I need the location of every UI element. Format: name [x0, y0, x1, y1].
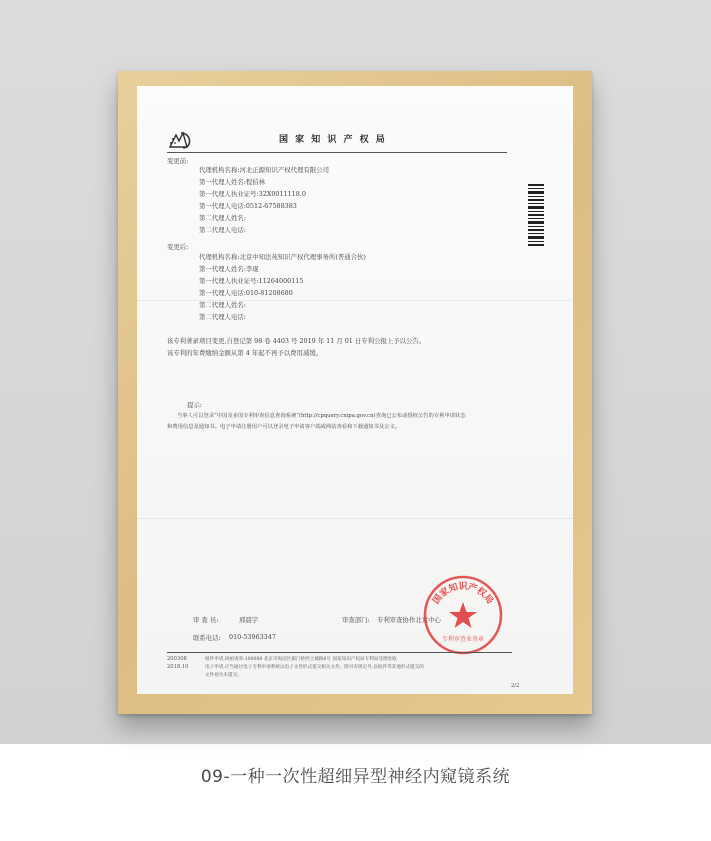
before-change-label: 变更前: — [167, 157, 189, 165]
before-line: 第一代理人电话:0512-67588383 — [199, 202, 297, 210]
department-label: 审查部门: — [342, 616, 370, 624]
frame-mat — [137, 86, 573, 694]
after-line: 第一代理人执业证号:11264000115 — [199, 277, 304, 285]
footer-text-line: 纸件申请,回函请寄:100088 北京市海淀区蓟门桥西土城路6号 国家知识产权局专利局受理处收 — [205, 657, 397, 662]
phone-label: 联系电话: — [193, 634, 221, 642]
after-change-label: 变更后: — [167, 243, 189, 251]
header-rule — [167, 152, 507, 153]
after-line: 第一代理人电话:010-81208680 — [199, 289, 293, 297]
product-caption: 09-一种一次性超细异型神经内窥镜系统 — [200, 767, 511, 787]
before-line: 第二代理人姓名: — [199, 214, 246, 222]
form-date: 2018.10 — [167, 664, 189, 670]
seal-bottom-text: 专利审查业务章 — [441, 636, 485, 643]
official-seal-icon — [422, 574, 504, 656]
paper-fold-line — [137, 518, 573, 519]
examiner-name: 邢晨宇 — [239, 616, 259, 624]
hint-line: 当事人可以登录“中国及多国专利审查信息查询系统”(http://cpquery.cnipa.gov.cn)查询已公布或授权公告的专利申请状态 — [177, 413, 466, 419]
before-line: 第二代理人电话: — [199, 226, 246, 234]
certificate-document — [137, 86, 573, 694]
hint-label: 提示: — [187, 401, 202, 409]
before-line: 第一代理人姓名:程伯林 — [199, 178, 266, 186]
before-line: 代理机构名称:河北正源知识产权代理有限公司 — [199, 166, 329, 174]
after-line: 第一代理人姓名:李琨 — [199, 265, 259, 273]
notice-line: 该专利的年费缴纳金额从第 4 年起不再予以费用减缓。 — [167, 349, 323, 357]
examiner-label: 审 查 员: — [193, 616, 219, 624]
page-number: 2/2 — [511, 683, 520, 689]
form-code: 200308 — [167, 656, 187, 662]
barcode-icon — [527, 184, 545, 246]
seal-arc-text: 国家知识产权局 — [431, 582, 495, 607]
department-name: 专利审查协作北京中心 — [377, 616, 441, 624]
office-title: 国 家 知 识 产 权 局 — [279, 135, 387, 145]
after-line: 第二代理人电话: — [199, 313, 246, 321]
hint-line: 和费用信息及通知书。电子申请注册用户可以登录电子申请客户端或网站查看和下载通知书及公文。 — [167, 424, 401, 430]
wooden-picture-frame — [118, 71, 592, 714]
after-line: 代理机构名称:北京中知法苑知识产权代理事务所(普通合伙) — [199, 253, 366, 261]
before-line: 第一代理人执业证号:32X0011118.0 — [199, 190, 306, 198]
phone-number: 010-53963347 — [229, 633, 276, 641]
footer-text-line: 文件视为未提交。 — [205, 673, 242, 678]
after-line: 第二代理人姓名: — [199, 301, 246, 309]
footer-text-line: 电子申请,应当通过电子专利申请系统以电子文件形式提交相关文件。除另有规定外,以纸件等其他形式提交的 — [205, 665, 424, 670]
cnipa-logo-icon — [167, 129, 197, 151]
footer-rule — [167, 652, 512, 653]
notice-line: 该专利著录项目变更,自登记第 98 卷 4403 号 2019 年 11 月 01 日专利公报上予以公告。 — [167, 337, 426, 345]
